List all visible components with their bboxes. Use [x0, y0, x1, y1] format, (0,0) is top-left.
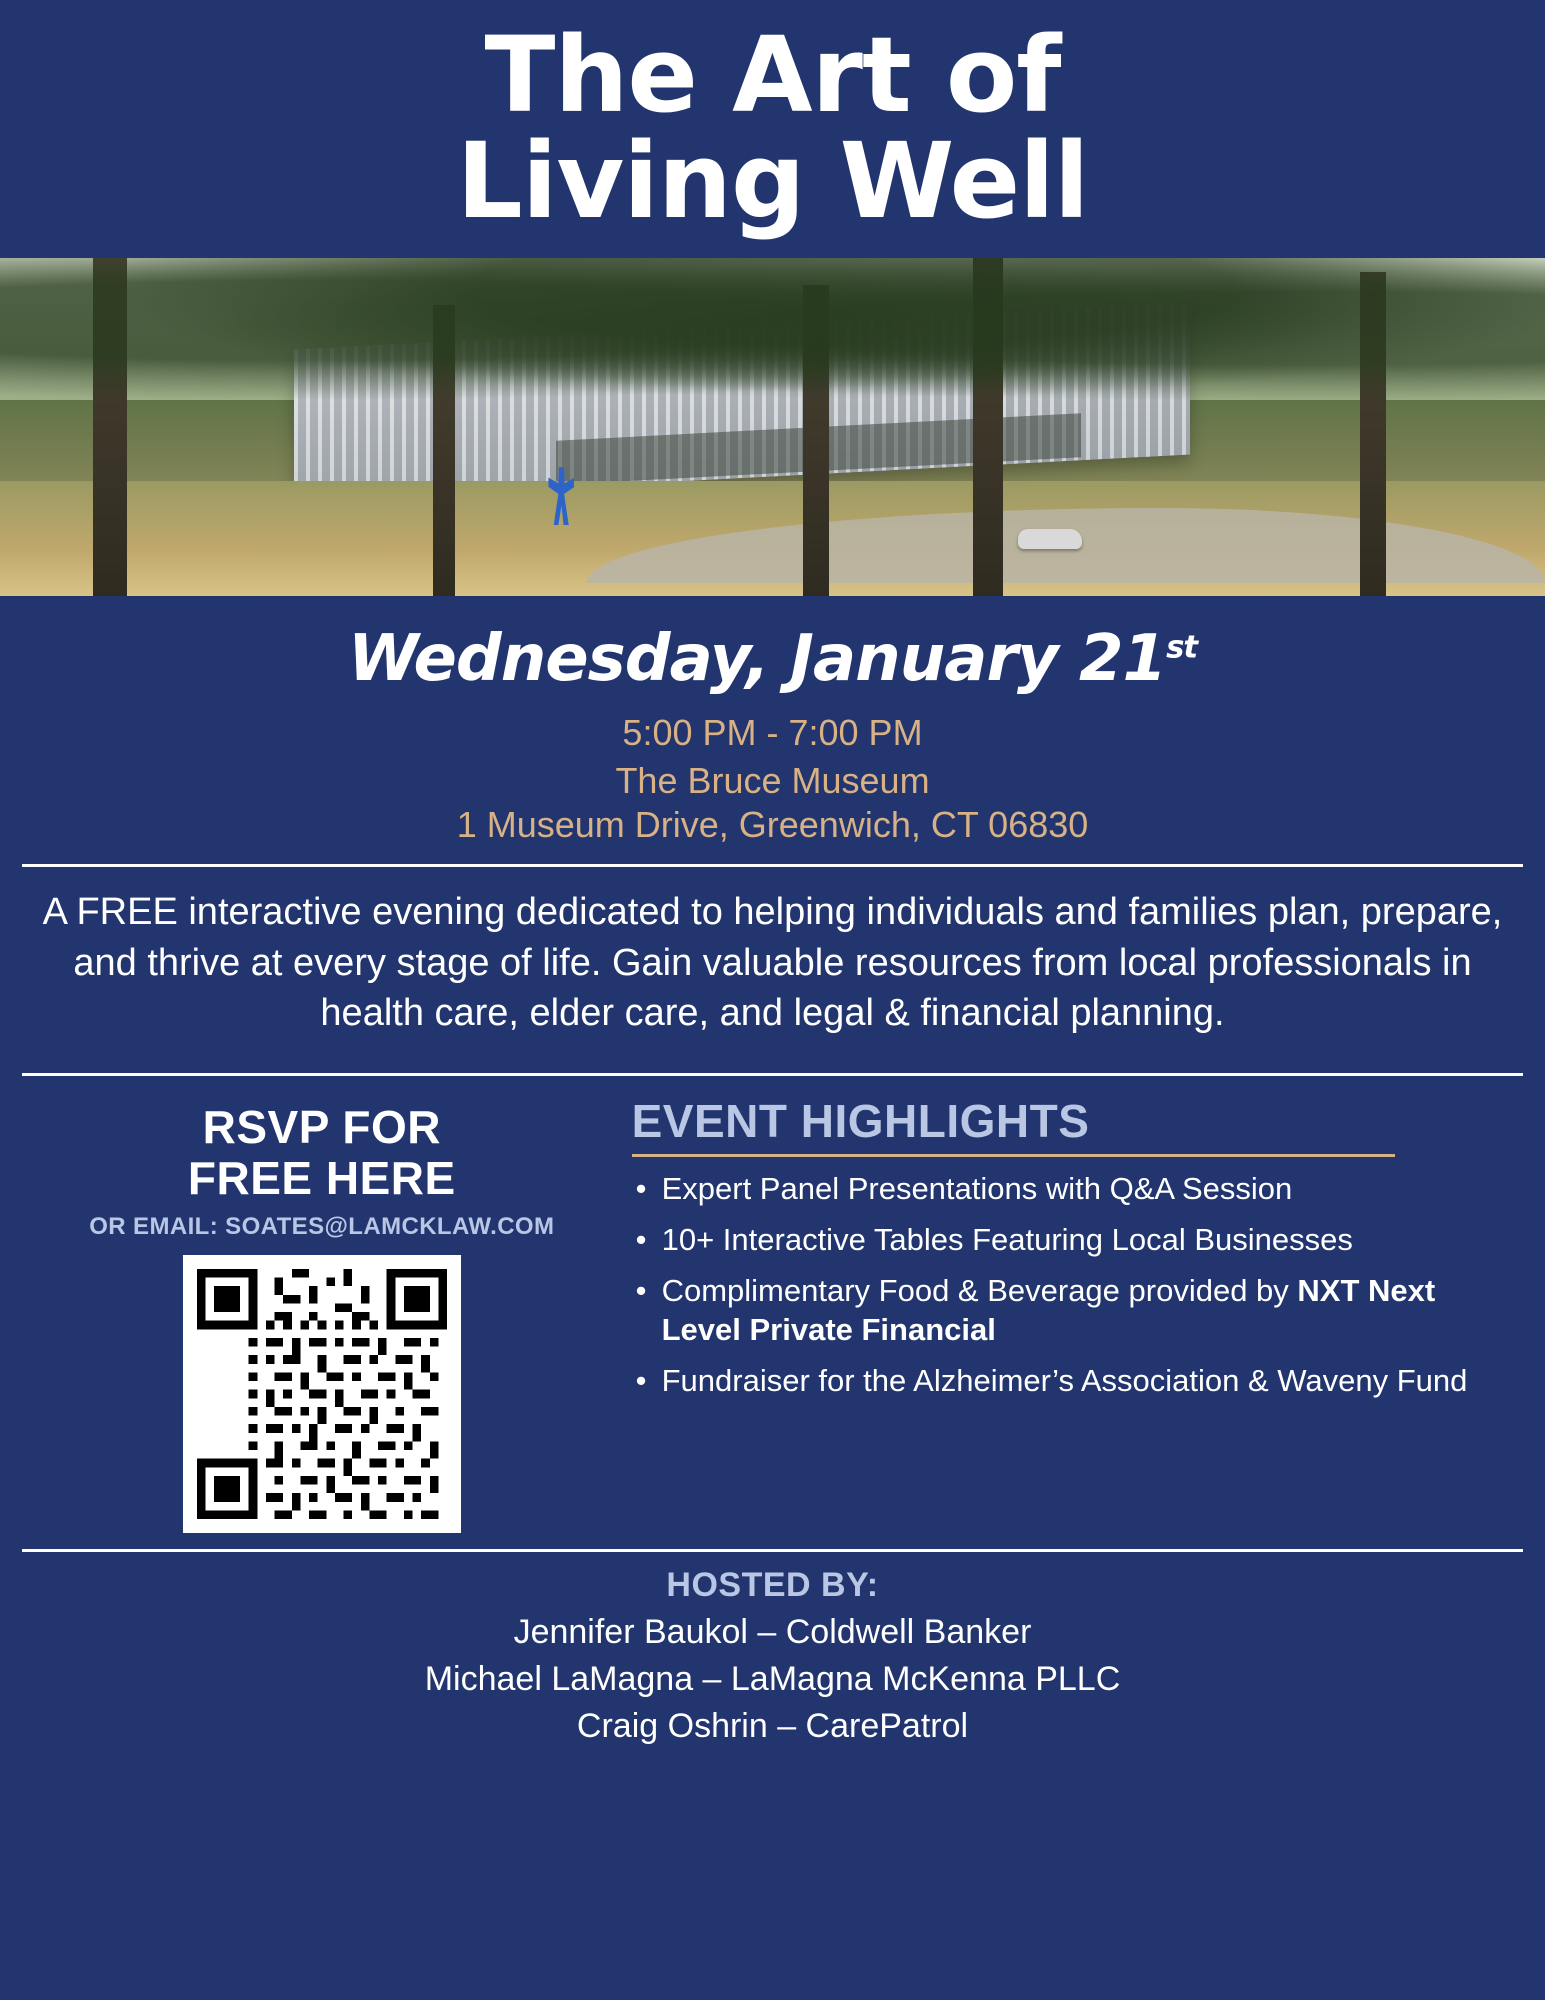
content-columns [0, 1076, 1545, 1533]
qr-code[interactable] [183, 1255, 461, 1533]
event-description: A FREE interactive evening dedicated to helping individuals and families plan, prepare, and thrive at every stage of life. Gain valuable resources from local professionals in health care, elder care, and legal & financial planning. [42, 891, 1503, 1035]
highlight-text: 10+ Interactive Tables Featuring Local Businesses [661, 1221, 1353, 1257]
rsvp-heading [26, 1102, 618, 1205]
list-item [632, 1169, 1519, 1208]
highlight-text: Expert Panel Presentations with Q&A Session [661, 1170, 1293, 1206]
hosted-by-heading: HOSTED BY: [666, 1565, 879, 1604]
rsvp-heading-line-2: FREE HERE [187, 1152, 456, 1205]
title-line-1: The Art of [484, 14, 1061, 136]
hero-image [0, 258, 1545, 596]
flyer-title [0, 0, 1545, 258]
host-name: Michael LaMagna – LaMagna McKenna PLLC [424, 1659, 1121, 1698]
highlight-bold-text: NXT Next Level Private Financial [661, 1272, 1436, 1347]
rsvp-heading-line-1: RSVP FOR [202, 1100, 441, 1153]
event-date-suffix: st [1166, 629, 1198, 666]
event-time: 5:00 PM - 7:00 PM [622, 712, 923, 754]
rsvp-section [26, 1094, 618, 1533]
event-address: 1 Museum Drive, Greenwich, CT 06830 [456, 804, 1089, 846]
list-item [632, 1220, 1519, 1259]
tree-canopy [0, 258, 1545, 413]
qr-code-icon [197, 1269, 447, 1519]
highlight-text: Complimentary Food & Beverage provided by [661, 1272, 1298, 1308]
host-name: Jennifer Baukol – Coldwell Banker [513, 1612, 1032, 1651]
event-date [0, 622, 1545, 696]
highlights-underline [632, 1154, 1395, 1157]
highlights-list [632, 1169, 1519, 1400]
rsvp-email-line[interactable]: OR EMAIL: SOATES@LAMCKLAW.COM [89, 1212, 555, 1240]
title-line-2: Living Well [456, 120, 1089, 243]
highlights-heading: EVENT HIGHLIGHTS [631, 1094, 1090, 1147]
event-venue: The Bruce Museum [615, 760, 930, 802]
list-item [632, 1271, 1519, 1349]
event-date-text: Wednesday, January 21 [347, 622, 1167, 697]
highlights-section [618, 1094, 1519, 1533]
highlight-text: Fundraiser for the Alzheimer’s Association & Waveny Fund [661, 1362, 1468, 1398]
hosted-by-section [0, 1552, 1545, 1746]
parked-car [1018, 529, 1082, 549]
list-item [632, 1361, 1519, 1400]
host-name: Craig Oshrin – CarePatrol [576, 1706, 969, 1745]
event-details [0, 596, 1545, 846]
